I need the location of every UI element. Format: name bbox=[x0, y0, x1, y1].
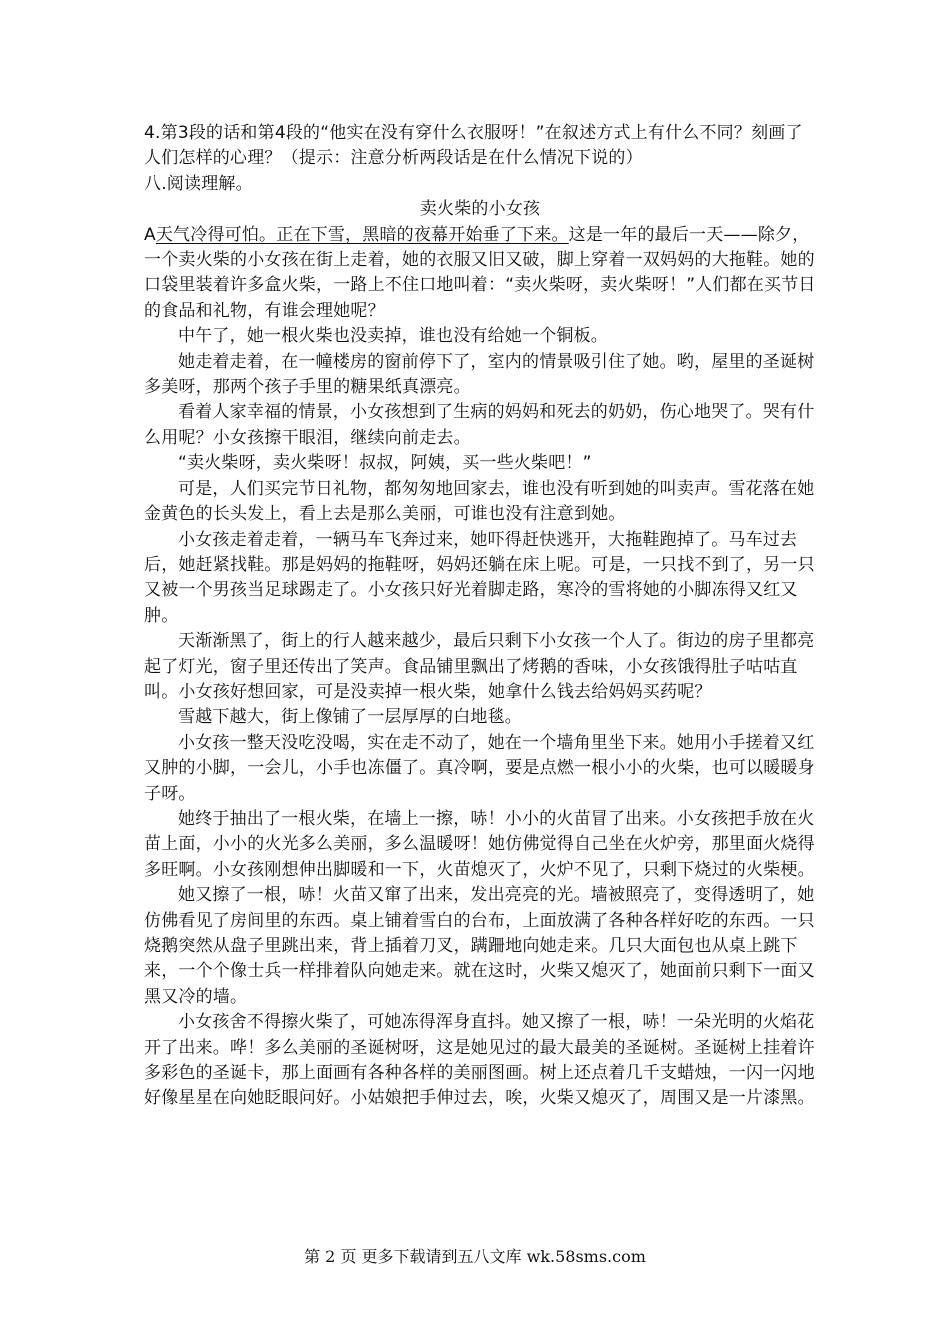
paragraph-text: 这是一年的最后一天——除夕，一个卖火柴的小女孩在街上走着，她的衣服又旧又破，脚上穿着一双妈妈的大拖鞋。她的口袋里装着许多盒火柴，一路上不住口地叫着：“卖火柴呀，卖火柴呀！”人们都在买节日的食品和礼物，有谁会理她呢？ bbox=[144, 224, 816, 321]
story-paragraph: 看着人家幸福的情景，小女孩想到了生病的妈妈和死去的奶奶，伤心地哭了。哭有什么用呢？小女孩擦干眼泪，继续向前走去。 bbox=[144, 402, 815, 448]
story-paragraph: 小女孩舍不得擦火柴了，可她冻得浑身直抖。她又擦了一根，哧！一朵光明的火焰花开了出来。哗！多么美丽的圣诞树呀，这是她见过的最大最美的圣诞树。圣诞树上挂着许多彩色的圣诞卡，那上面画有各种各样的美丽图画。树上还点着几千支蜡烛，一闪一闪地好像星星在向她眨眼问好。小姑娘把手伸过去，唉，火柴又熄灭了，周围又是一片漆黑。 bbox=[144, 1012, 815, 1109]
section-heading: 八.阅读理解。 bbox=[144, 173, 253, 194]
story-paragraph: 她终于抽出了一根火柴，在墙上一擦，哧！小小的火苗冒了出来。小女孩把手放在火苗上面，小小的火光多么美丽，多么温暖呀！她仿佛觉得自己坐在火炉旁，那里面火烧得多旺啊。小女孩刚想伸出脚暖和一下，火苗熄灭了，火炉不见了，只剩下烧过的火柴梗。 bbox=[144, 808, 815, 880]
story-paragraph-1 bbox=[144, 223, 816, 325]
story-paragraph: 中午了，她一根火柴也没卖掉，谁也没有给她一个铜板。 bbox=[178, 326, 608, 347]
story-paragraph: 小女孩一整天没吃没喝，实在走不动了，她在一个墙角里坐下来。她用小手搓着又红又肿的小脚，一会儿，小手也冻僵了。真冷啊，要是点燃一根小小的火柴，也可以暖暖身子呀。 bbox=[144, 732, 815, 804]
underlined-sentence: 天气冷得可怕。正在下雪，黑暗的夜幕开始垂了下来。 bbox=[155, 224, 569, 245]
story-paragraph: 小女孩走着走着，一辆马车飞奔过来，她吓得赶快逃开，大拖鞋跑掉了。马车过去后，她赶紧找鞋。那是妈妈的拖鞋呀，妈妈还躺在床上呢。可是，一只找不到了，另一只又被一个男孩当足球踢走了。小女孩只好光着脚走路，寒冷的雪将她的小脚冻得又红又肿。 bbox=[144, 529, 815, 626]
document-body bbox=[144, 121, 816, 1112]
story-paragraph: 雪越下越大，街上像铺了一层厚厚的白地毯。 bbox=[178, 707, 522, 728]
paragraph-label: A bbox=[144, 224, 156, 245]
page-footer: 第 2 页 更多下载请到五八文库 wk.58sms.com bbox=[304, 1247, 646, 1266]
story-paragraph: 可是，人们买完节日礼物，都匆匆地回家去，谁也没有听到她的叫卖声。雪花落在她金黄色的长头发上，看上去是那么美丽，可谁也没有注意到她。 bbox=[144, 478, 815, 525]
story-paragraph: “卖火柴呀，卖火柴呀！叔叔，阿姨，买一些火柴吧！” bbox=[178, 453, 592, 474]
story-title: 卖火柴的小女孩 bbox=[419, 199, 541, 220]
story-paragraph: 天渐渐黑了，街上的行人越来越少，最后只剩下小女孩一个人了。街边的房子里都亮起了灯光，窗子里还传出了笑声。食品铺里飘出了烤鹅的香味，小女孩饿得肚子咕咕直叫。小女孩好想回家，可是没卖掉一根火柴，她拿什么钱去给妈妈买药呢？ bbox=[144, 631, 815, 702]
story-paragraph: 她又擦了一根，哧！火苗又窜了出来，发出亮亮的光。墙被照亮了，变得透明了，她仿佛看见了房间里的东西。桌上铺着雪白的台布，上面放满了各种各样好吃的东西。一只烧鹅突然从盘子里跳出来，背上插着刀叉，蹒跚地向她走来。几只大面包也从桌上跳下来，一个个像士兵一样排着队向她走来。就在这时，火柴又熄灭了，她面前只剩下一面又黑又冷的墙。 bbox=[144, 885, 815, 1007]
question-4: 4.第3段的话和第4段的“他实在没有穿什么衣服呀！”在叙述方式上有什么不同？刻画了人们怎样的心理？（提示：注意分析两段话是在什么情况下说的） bbox=[144, 123, 803, 169]
story-paragraph: 她走着走着，在一幢楼房的窗前停下了，室内的情景吸引住了她。哟，屋里的圣诞树多美呀，那两个孩子手里的糖果纸真漂亮。 bbox=[144, 351, 815, 398]
